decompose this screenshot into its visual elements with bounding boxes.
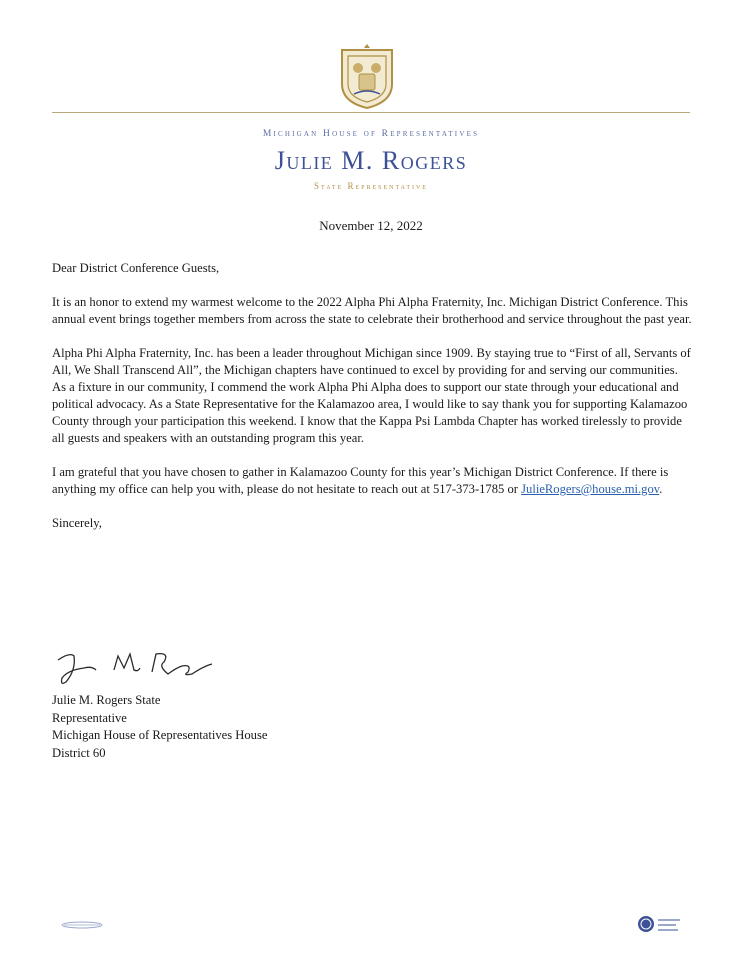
signature-block — [52, 692, 267, 762]
footer-left-mark — [60, 920, 104, 930]
letter-date: November 12, 2022 — [319, 218, 423, 233]
paragraph-3-text: I am grateful that you have chosen to gather in Kalamazoo County for this year’s Michigan District Conference. If there is anything my office can help you with, please do not hesitate to reach out at 517-373-1785 or — [52, 465, 669, 496]
signature-line-1: Julie M. Rogers State — [52, 693, 161, 707]
signature-line-4: District 60 — [52, 745, 106, 760]
recycled-paper-icon — [636, 914, 684, 934]
handwritten-signature — [52, 644, 222, 688]
letter-body — [52, 260, 692, 549]
signature-line-3: Michigan House of Representatives House — [52, 728, 268, 742]
letterhead-rule — [52, 112, 690, 113]
letterhead-role: State Representative — [314, 181, 428, 191]
closing: Sincerely, — [52, 516, 102, 530]
letterhead-name: Julie M. Rogers — [274, 146, 468, 175]
email-link[interactable]: JulieRogers@house.mi.gov — [521, 482, 660, 496]
signature-line-2: Representative — [52, 710, 127, 725]
letterhead-house: Michigan House of Representatives — [262, 129, 480, 139]
paragraph-3 — [52, 464, 692, 498]
paragraph-2: Alpha Phi Alpha Fraternity, Inc. has been a leader throughout Michigan since 1909. By staying true to “First of all, Servants of All, We Shall Transcend All”, the Michigan chapters have continued to excel by providing for and serving our communities. As a fixture in our community, I commend the work Alpha Phi Alpha does to support our state through your educational and political advocacy. As a State Representative for the Kalamazoo area, I would like to say thank you for supporting Kalamazoo County through your participation this weekend. I know that the Kappa Psi Lambda Chapter has worked tirelessly to provide all guests and speakers with an outstanding program this year. — [52, 346, 691, 445]
paragraph-1: It is an honor to extend my warmest welcome to the 2022 Alpha Phi Alpha Fraternity, Inc. Michigan District Conference. This annual event brings together members from across the state to celebrate their brotherhood and service throughout the past year. — [52, 295, 692, 326]
michigan-seal-logo — [336, 44, 398, 110]
paragraph-3-end: . — [659, 482, 663, 496]
salutation: Dear District Conference Guests, — [52, 261, 220, 275]
